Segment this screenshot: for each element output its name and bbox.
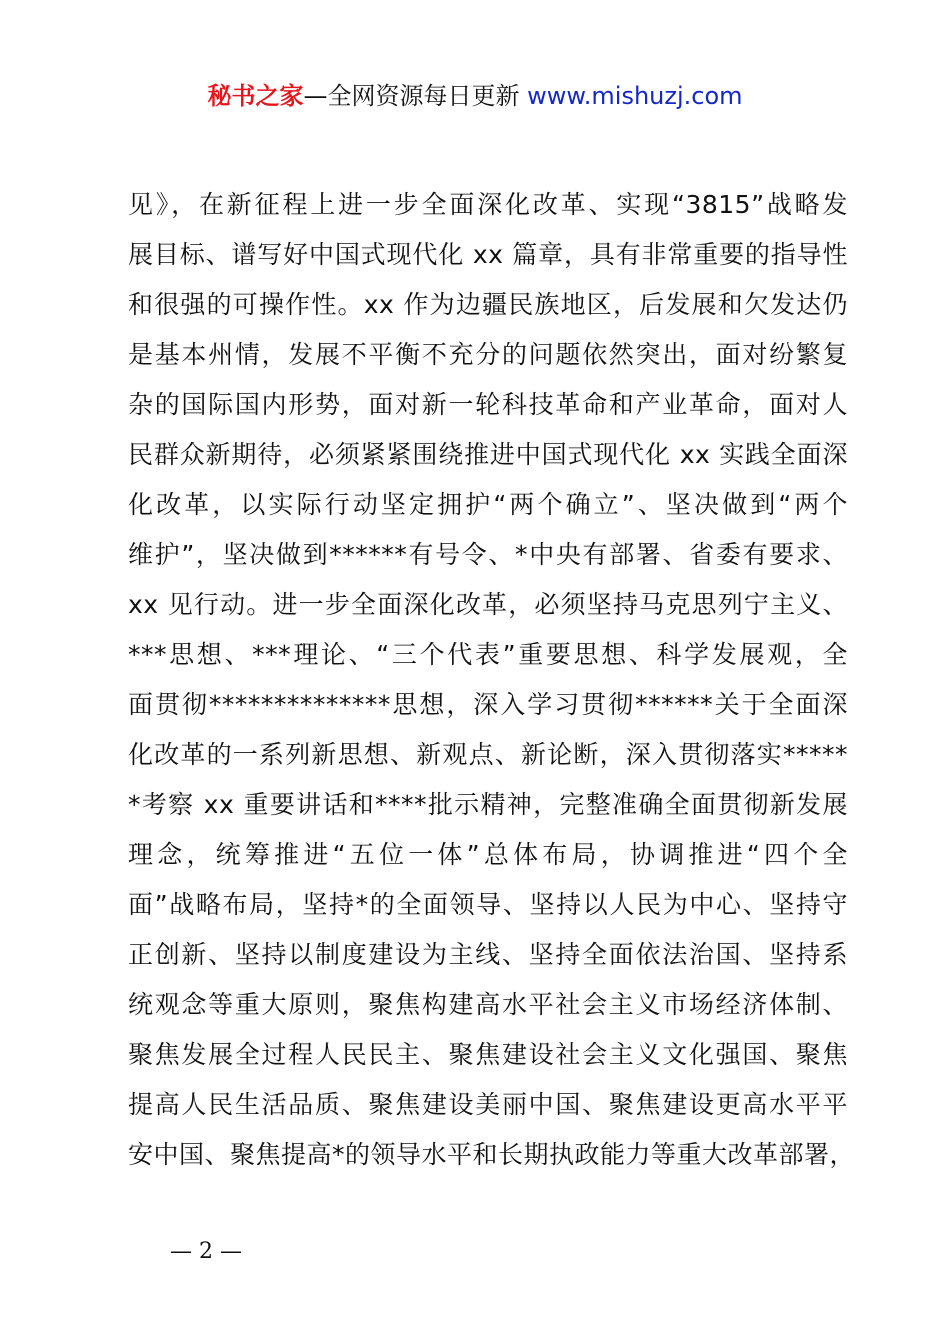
body-line: 杂的国际国内形势，面对新一轮科技革命和产业革命，面对人 [128, 390, 848, 419]
body-line: 安中国、聚焦提高*的领导水平和长期执政能力等重大改革部署， [128, 1140, 856, 1169]
body-line: 是基本州情，发展不平衡不充分的问题依然突出，面对纷繁复 [128, 340, 848, 369]
body-line: ***思想、***理论、“三个代表”重要思想、科学发展观，全 [128, 640, 848, 669]
body-line: xx 见行动。进一步全面深化改革，必须坚持马克思列宁主义、 [128, 590, 848, 619]
body-line: 化改革，以实际行动坚定拥护“两个确立”、坚决做到“两个 [128, 490, 848, 519]
header-url[interactable]: www.mishuzj.com [527, 82, 743, 110]
body-line: 展目标、谱写好中国式现代化 xx 篇章，具有非常重要的指导性 [128, 240, 848, 269]
body-line: 维护”，坚决做到******有号令、*中央有部署、省委有要求、 [128, 540, 848, 569]
body-line: 面”战略布局，坚持*的全面领导、坚持以人民为中心、坚持守 [128, 890, 848, 919]
body-line: *考察 xx 重要讲话和****批示精神，完整准确全面贯彻新发展 [128, 790, 848, 819]
body-line: 见》，在新征程上进一步全面深化改革、实现“3815”战略发 [128, 190, 848, 219]
body-line: 正创新、坚持以制度建设为主线、坚持全面依法治国、坚持系 [128, 940, 848, 969]
body-line: 面贯彻**************思想，深入学习贯彻******关于全面深 [128, 690, 848, 719]
document-body [128, 180, 856, 1180]
body-line: 民群众新期待，必须紧紧围绕推进中国式现代化 xx 实践全面深 [128, 440, 848, 469]
body-line: 提高人民生活品质、聚焦建设美丽中国、聚焦建设更高水平平 [128, 1090, 848, 1119]
page-number: — 2 — [170, 1239, 242, 1264]
body-line: 聚焦发展全过程人民民主、聚焦建设社会主义文化强国、聚焦 [128, 1040, 848, 1069]
header-brand: 秘书之家 [207, 82, 304, 110]
header-slogan: —全网资源每日更新 [303, 82, 520, 110]
body-line: 统观念等重大原则，聚焦构建高水平社会主义市场经济体制、 [128, 990, 848, 1019]
body-line: 化改革的一系列新思想、新观点、新论断，深入贯彻落实***** [128, 740, 848, 769]
body-line: 和很强的可操作性。xx 作为边疆民族地区，后发展和欠发达仍 [128, 290, 848, 319]
body-line: 理念，统筹推进“五位一体”总体布局，协调推进“四个全 [128, 840, 848, 869]
site-header [0, 80, 950, 112]
